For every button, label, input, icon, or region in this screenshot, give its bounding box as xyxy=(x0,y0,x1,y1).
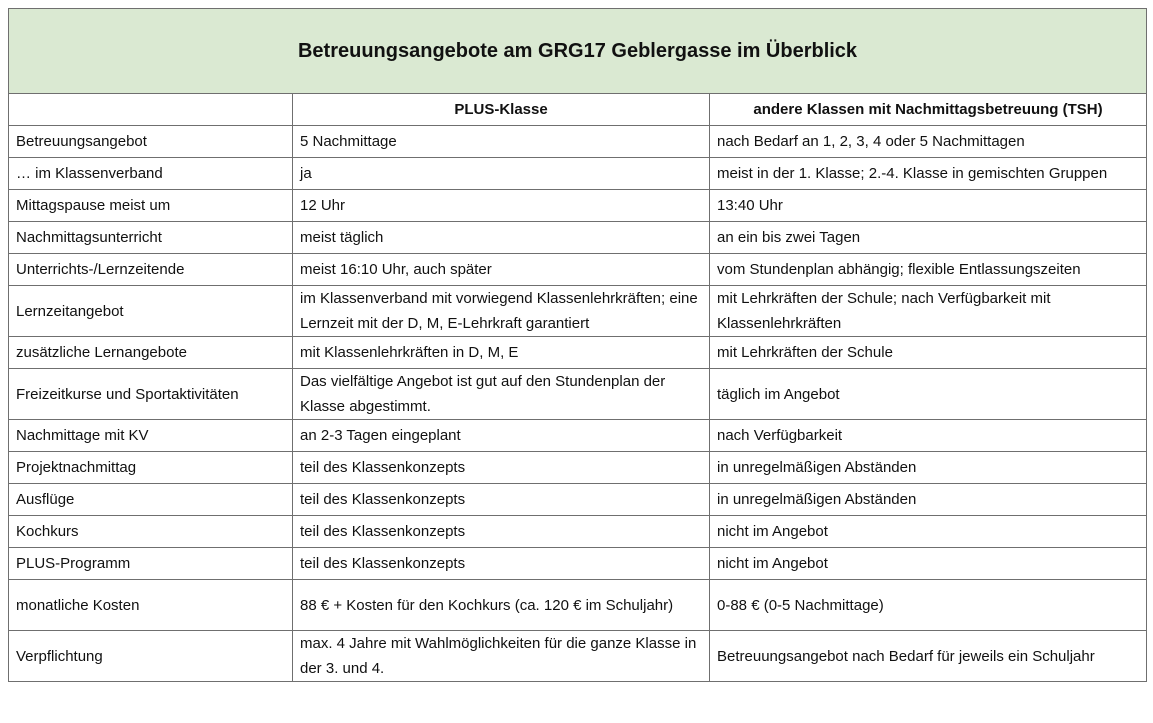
row-label: Ausflüge xyxy=(9,484,293,516)
table-row xyxy=(9,369,1147,420)
plus-cell: ja xyxy=(293,158,710,190)
table-row xyxy=(9,337,1147,369)
table-row xyxy=(9,190,1147,222)
plus-cell: teil des Klassenkonzepts xyxy=(293,548,710,580)
tsh-cell: mit Lehrkräften der Schule; nach Verfügbarkeit mit Klassenlehrkräften xyxy=(710,286,1147,337)
title-row xyxy=(9,9,1147,94)
header-plus-klasse: PLUS-Klasse xyxy=(293,94,710,126)
table-row xyxy=(9,452,1147,484)
tsh-cell: Betreuungsangebot nach Bedarf für jeweils ein Schuljahr xyxy=(710,631,1147,682)
row-label: Nachmittagsunterricht xyxy=(9,222,293,254)
plus-cell: 88 € + Kosten für den Kochkurs (ca. 120 € im Schuljahr) xyxy=(293,580,710,631)
tsh-cell: in unregelmäßigen Abständen xyxy=(710,484,1147,516)
plus-cell: meist 16:10 Uhr, auch später xyxy=(293,254,710,286)
table-row xyxy=(9,222,1147,254)
tsh-cell: an ein bis zwei Tagen xyxy=(710,222,1147,254)
row-label: Unterrichts-/Lernzeitende xyxy=(9,254,293,286)
tsh-cell: meist in der 1. Klasse; 2.-4. Klasse in gemischten Gruppen xyxy=(710,158,1147,190)
table-row xyxy=(9,126,1147,158)
tsh-cell: 0-88 € (0-5 Nachmittage) xyxy=(710,580,1147,631)
row-label: Kochkurs xyxy=(9,516,293,548)
row-label: Projektnachmittag xyxy=(9,452,293,484)
plus-cell: an 2-3 Tagen eingeplant xyxy=(293,420,710,452)
tsh-cell: nach Verfügbarkeit xyxy=(710,420,1147,452)
row-label: … im Klassenverband xyxy=(9,158,293,190)
tsh-cell: nach Bedarf an 1, 2, 3, 4 oder 5 Nachmittagen xyxy=(710,126,1147,158)
plus-cell: teil des Klassenkonzepts xyxy=(293,452,710,484)
header-blank-cell xyxy=(9,94,293,126)
table-row xyxy=(9,254,1147,286)
tsh-cell: nicht im Angebot xyxy=(710,516,1147,548)
tsh-cell: 13:40 Uhr xyxy=(710,190,1147,222)
row-label: Lernzeitangebot xyxy=(9,286,293,337)
row-label: monatliche Kosten xyxy=(9,580,293,631)
plus-cell: meist täglich xyxy=(293,222,710,254)
table-row xyxy=(9,286,1147,337)
plus-cell: max. 4 Jahre mit Wahlmöglichkeiten für die ganze Klasse in der 3. und 4. xyxy=(293,631,710,682)
row-label: Freizeitkurse und Sportaktivitäten xyxy=(9,369,293,420)
table-row xyxy=(9,484,1147,516)
tsh-cell: täglich im Angebot xyxy=(710,369,1147,420)
plus-cell: mit Klassenlehrkräften in D, M, E xyxy=(293,337,710,369)
table-row xyxy=(9,420,1147,452)
plus-cell: im Klassenverband mit vorwiegend Klassenlehrkräften; eine Lernzeit mit der D, M, E-Lehrkraft garantiert xyxy=(293,286,710,337)
tsh-cell: in unregelmäßigen Abständen xyxy=(710,452,1147,484)
plus-cell: teil des Klassenkonzepts xyxy=(293,484,710,516)
row-label: zusätzliche Lernangebote xyxy=(9,337,293,369)
table-row xyxy=(9,548,1147,580)
table-title: Betreuungsangebote am GRG17 Geblergasse im Überblick xyxy=(9,9,1147,94)
tsh-cell: mit Lehrkräften der Schule xyxy=(710,337,1147,369)
plus-cell: teil des Klassenkonzepts xyxy=(293,516,710,548)
plus-cell: 12 Uhr xyxy=(293,190,710,222)
tsh-cell: nicht im Angebot xyxy=(710,548,1147,580)
row-label: Mittagspause meist um xyxy=(9,190,293,222)
comparison-table xyxy=(8,8,1147,682)
plus-cell: 5 Nachmittage xyxy=(293,126,710,158)
tsh-cell: vom Stundenplan abhängig; flexible Entlassungszeiten xyxy=(710,254,1147,286)
header-row xyxy=(9,94,1147,126)
row-label: Verpflichtung xyxy=(9,631,293,682)
table-row xyxy=(9,516,1147,548)
table-row xyxy=(9,580,1147,631)
plus-cell: Das vielfältige Angebot ist gut auf den Stundenplan der Klasse abgestimmt. xyxy=(293,369,710,420)
row-label: PLUS-Programm xyxy=(9,548,293,580)
table-row xyxy=(9,631,1147,682)
row-label: Betreuungsangebot xyxy=(9,126,293,158)
table-row xyxy=(9,158,1147,190)
header-tsh: andere Klassen mit Nachmittagsbetreuung (TSH) xyxy=(710,94,1147,126)
row-label: Nachmittage mit KV xyxy=(9,420,293,452)
